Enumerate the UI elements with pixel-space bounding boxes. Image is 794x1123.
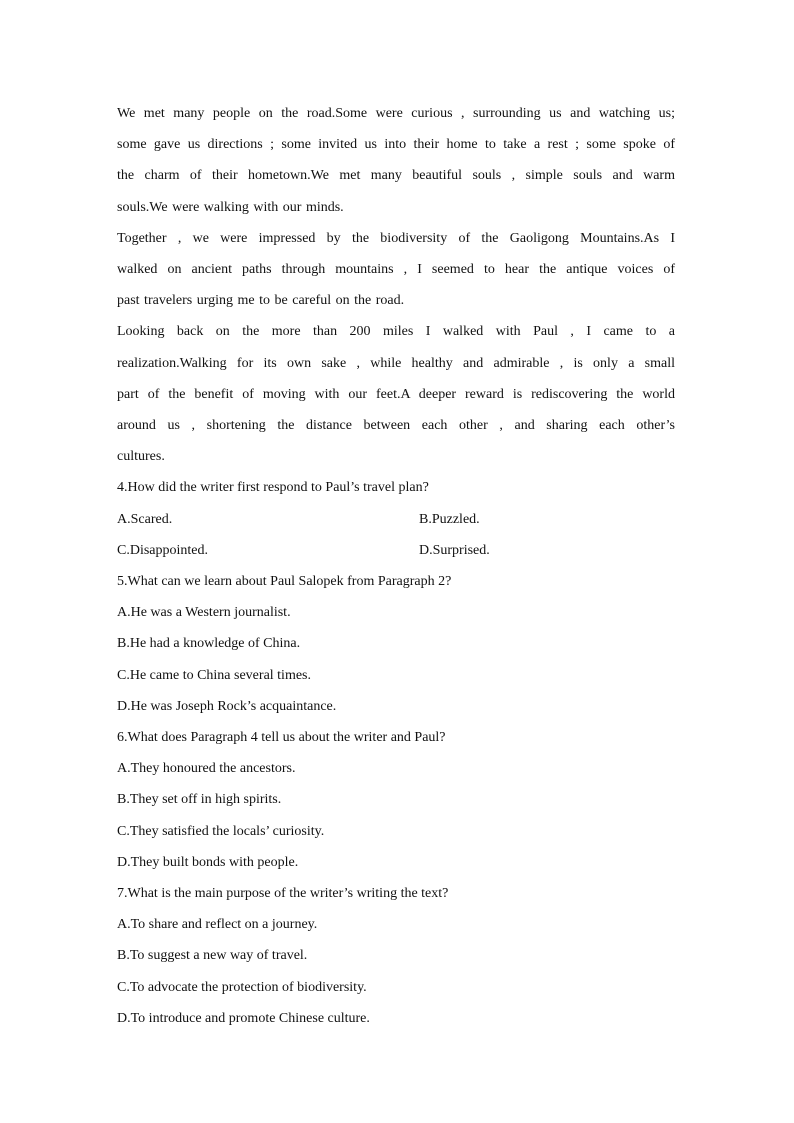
option-c: C.He came to China several times.: [117, 667, 311, 683]
option-c: C.They satisfied the locals’ curiosity.: [117, 823, 325, 839]
option-row: [117, 535, 675, 566]
passage-paragraph: [117, 223, 675, 317]
option-d: D.They built bonds with people.: [117, 854, 299, 870]
option-c: C.Disappointed.: [117, 542, 208, 558]
question-4: [117, 472, 675, 566]
option-d: D.Surprised.: [419, 542, 490, 558]
passage-line: walked on ancient paths through mountains , I seemed to hear the antique voices of: [117, 262, 675, 278]
option-a: A.To share and reflect on a journey.: [117, 917, 318, 933]
option-d: D.To introduce and promote Chinese culture.: [117, 1010, 370, 1026]
question-5: [117, 566, 675, 722]
passage-line: cultures.: [117, 449, 165, 465]
question-stem: 4.How did the writer first respond to Paul’s travel plan?: [117, 480, 429, 496]
option-b: B.They set off in high spirits.: [117, 792, 282, 808]
option-b: B.To suggest a new way of travel.: [117, 948, 308, 964]
passage-line: Looking back on the more than 200 miles I walked with Paul , I came to a: [117, 324, 675, 340]
option-a: A.He was a Western journalist.: [117, 605, 291, 621]
question-7: [117, 878, 675, 1034]
passage-line: the charm of their hometown.We met many beautiful souls , simple souls and warm: [117, 168, 675, 184]
passage-line: souls.We were walking with our minds.: [117, 199, 344, 215]
option-d: D.He was Joseph Rock’s acquaintance.: [117, 698, 337, 714]
question-stem: 5.What can we learn about Paul Salopek from Paragraph 2?: [117, 574, 452, 590]
question-6: [117, 722, 675, 878]
passage-line: We met many people on the road.Some were curious , surrounding us and watching us;: [117, 106, 675, 121]
question-stem: 7.What is the main purpose of the writer’s writing the text?: [117, 886, 449, 902]
passage-paragraph: [117, 316, 675, 472]
passage-line: past travelers urging me to be careful on the road.: [117, 293, 405, 309]
passage-paragraph: [117, 98, 675, 223]
option-a: A.Scared.: [117, 511, 173, 527]
passage-line: some gave us directions ; some invited us into their home to take a rest ; some spoke of: [117, 137, 675, 153]
option-c: C.To advocate the protection of biodiversity.: [117, 979, 367, 995]
option-b: B.He had a knowledge of China.: [117, 636, 301, 652]
passage-line: Together , we were impressed by the biodiversity of the Gaoligong Mountains.As I: [117, 230, 675, 246]
passage-line: around us , shortening the distance between each other , and sharing each other’s: [117, 418, 675, 434]
document-page: [117, 98, 675, 1034]
option-row: [117, 504, 675, 535]
passage-line: part of the benefit of moving with our feet.A deeper reward is rediscovering the world: [117, 386, 675, 402]
option-b: B.Puzzled.: [419, 511, 480, 527]
passage-line: realization.Walking for its own sake , while healthy and admirable , is only a small: [117, 355, 675, 371]
option-a: A.They honoured the ancestors.: [117, 761, 296, 777]
question-stem: 6.What does Paragraph 4 tell us about the writer and Paul?: [117, 730, 446, 746]
